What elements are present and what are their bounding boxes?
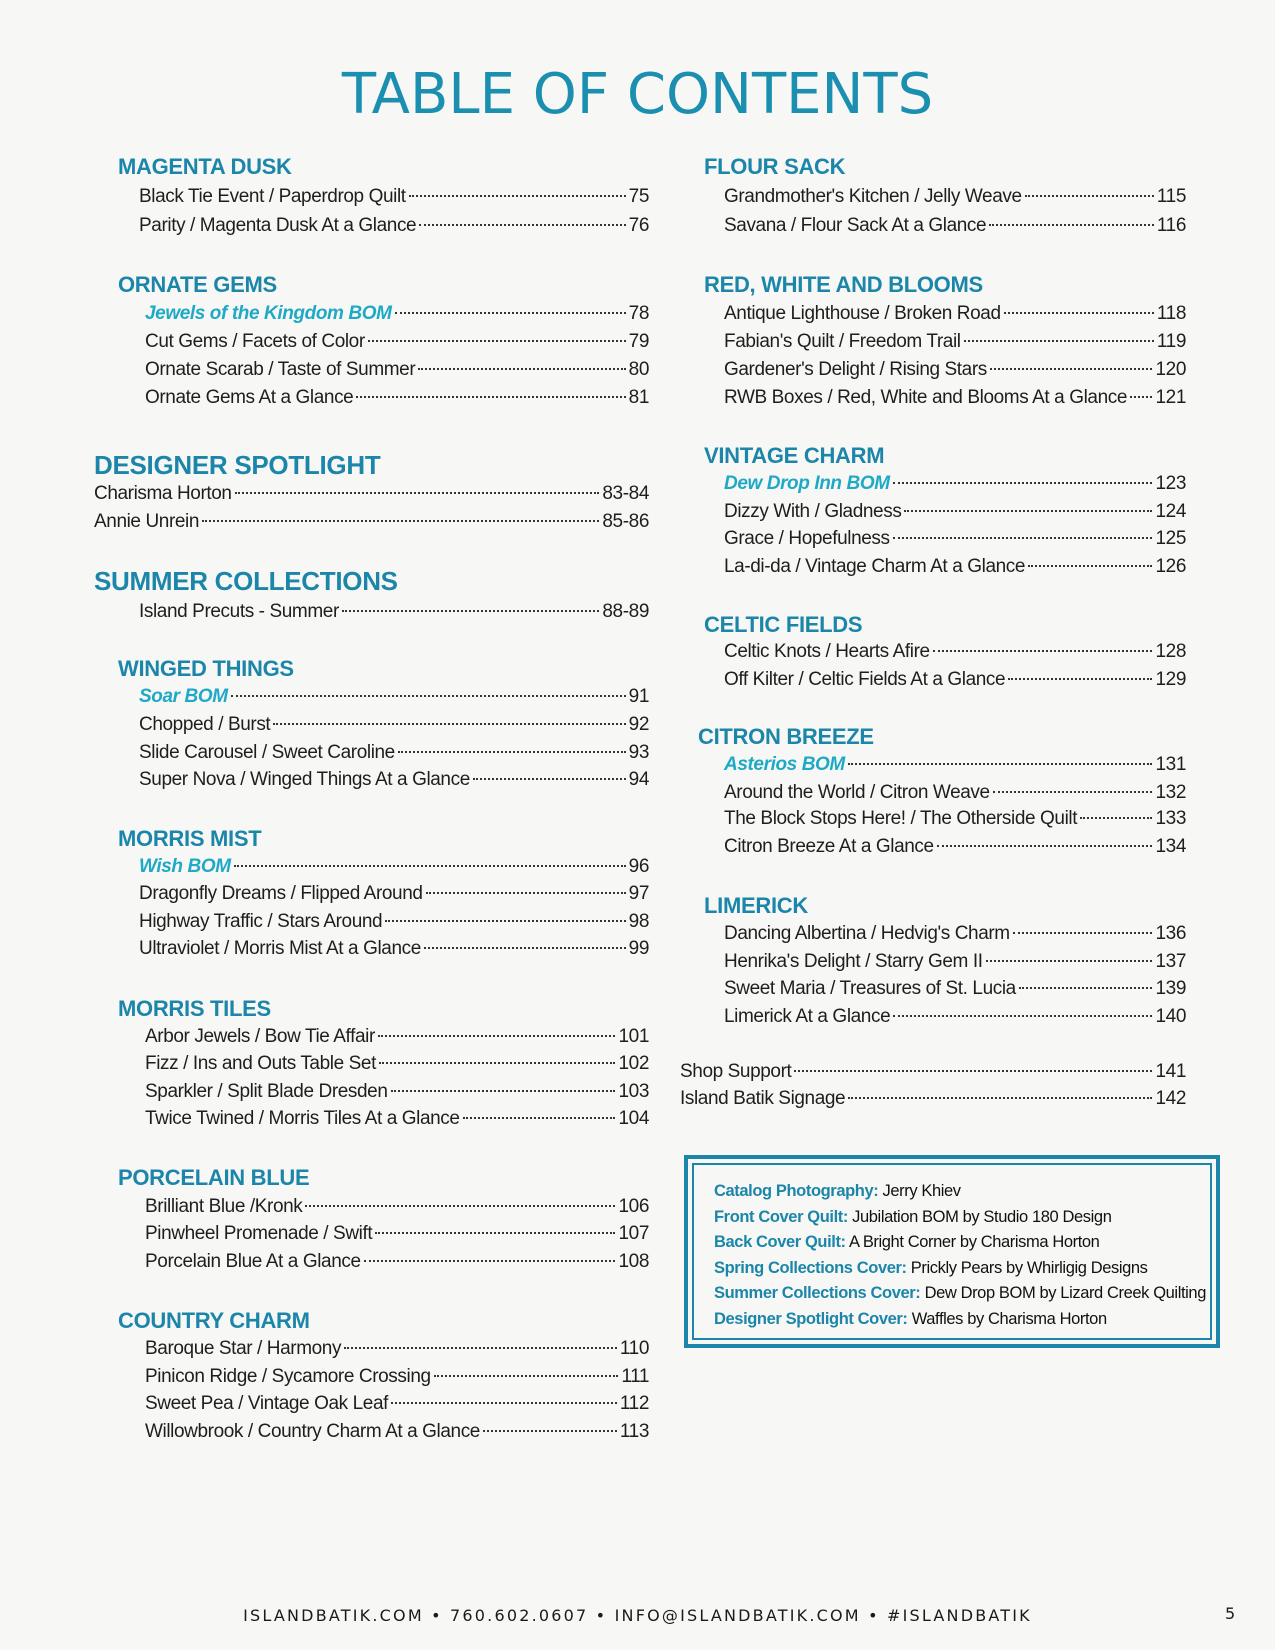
toc-entry[interactable] <box>145 1195 649 1219</box>
entry-page: 78 <box>628 303 649 324</box>
entry-page: 91 <box>628 686 649 707</box>
dot-leader <box>424 947 626 949</box>
entry-title: RWB Boxes / Red, White and Blooms At a Glance <box>724 387 1128 408</box>
toc-entry[interactable] <box>145 1365 649 1389</box>
entry-page: 112 <box>619 1393 649 1414</box>
dot-leader <box>1008 678 1152 680</box>
entry-title: Chopped / Burst <box>139 714 271 735</box>
dot-leader <box>368 340 626 342</box>
entry-title: Dancing Albertina / Hedvig's Charm <box>724 923 1010 944</box>
entry-title: Fizz / Ins and Outs Table Set <box>145 1053 376 1074</box>
entry-page: 98 <box>628 911 649 932</box>
section-heading-ornate-gems: ORNATE GEMS <box>118 272 277 297</box>
dot-leader <box>375 1232 615 1234</box>
section-heading-citron-breeze: CITRON BREEZE <box>698 724 874 749</box>
entry-title: Limerick At a Glance <box>724 1006 891 1027</box>
dot-leader <box>391 1402 617 1404</box>
dot-leader <box>344 1347 617 1349</box>
toc-entry[interactable] <box>139 882 649 906</box>
entry-title: Willowbrook / Country Charm At a Glance <box>145 1421 480 1442</box>
toc-entry[interactable] <box>724 835 1186 859</box>
toc-entry[interactable] <box>724 302 1186 326</box>
credit-line <box>714 1281 1210 1307</box>
entry-page: 108 <box>618 1251 649 1272</box>
toc-entry[interactable] <box>724 330 1186 354</box>
entry-title: La-di-da / Vintage Charm At a Glance <box>724 556 1026 577</box>
dot-leader <box>990 368 1153 370</box>
entry-page: 83-84 <box>602 483 649 504</box>
entry-page: 125 <box>1155 528 1186 549</box>
toc-entry[interactable] <box>139 185 649 209</box>
credit-label: Catalog Photography: <box>714 1182 879 1200</box>
section-heading-limerick: LIMERICK <box>704 893 808 918</box>
toc-entry[interactable] <box>145 386 649 410</box>
entry-page: 126 <box>1155 556 1186 577</box>
entry-page: 134 <box>1155 836 1186 857</box>
entry-title: Charisma Horton <box>94 483 232 504</box>
dot-leader <box>231 695 626 697</box>
entry-page: 140 <box>1155 1006 1186 1027</box>
dot-leader <box>434 1375 619 1377</box>
entry-page: 137 <box>1155 951 1186 972</box>
entry-page: 142 <box>1155 1088 1186 1109</box>
dot-leader <box>463 1117 616 1119</box>
entry-title: Savana / Flour Sack At a Glance <box>724 215 987 236</box>
entry-page: 120 <box>1155 359 1186 380</box>
dot-leader <box>342 610 600 612</box>
entry-title: Ultraviolet / Morris Mist At a Glance <box>139 938 421 959</box>
dot-leader <box>794 1070 1152 1072</box>
toc-entry[interactable] <box>724 807 1186 831</box>
toc-entry[interactable] <box>139 600 649 624</box>
credit-line <box>714 1179 1210 1205</box>
credit-label: Back Cover Quilt: <box>714 1233 846 1251</box>
entry-title: Twice Twined / Morris Tiles At a Glance <box>145 1108 460 1129</box>
entry-page: 106 <box>618 1196 649 1217</box>
entry-page: 133 <box>1155 808 1186 829</box>
entry-page: 92 <box>628 714 649 735</box>
entry-title: Antique Lighthouse / Broken Road <box>724 303 1001 324</box>
section-heading-celtic-fields: CELTIC FIELDS <box>704 612 863 637</box>
entry-title: Parity / Magenta Dusk At a Glance <box>139 215 417 236</box>
section-heading-country-charm: COUNTRY CHARM <box>118 1308 310 1333</box>
entry-title: Island Batik Signage <box>680 1088 846 1109</box>
section-heading-magenta-dusk: MAGENTA DUSK <box>118 154 292 179</box>
toc-entry[interactable] <box>94 510 649 534</box>
dot-leader <box>419 224 625 226</box>
credits-box <box>684 1155 1220 1348</box>
entry-title: Asterios BOM <box>724 754 845 775</box>
dot-leader <box>893 1015 1152 1017</box>
entry-title: Citron Breeze At a Glance <box>724 836 934 857</box>
credit-line <box>714 1307 1210 1333</box>
section-heading-vintage-charm: VINTAGE CHARM <box>704 443 885 468</box>
entry-title: Around the World / Citron Weave <box>724 782 990 803</box>
dot-leader <box>893 537 1153 539</box>
section-heading-winged-things: WINGED THINGS <box>118 656 294 681</box>
toc-entry[interactable] <box>145 1420 649 1444</box>
footer-contact: ISLANDBATIK.COM • 760.602.0607 • INFO@ISLANDBATIK.COM • #ISLANDBATIK <box>243 1606 1032 1625</box>
dot-leader <box>893 482 1153 484</box>
entry-page: 129 <box>1155 669 1186 690</box>
dot-leader <box>379 1062 616 1064</box>
entry-page: 116 <box>1156 215 1186 236</box>
dot-leader <box>426 892 626 894</box>
entry-title: Island Precuts - Summer <box>139 601 339 622</box>
toc-entry[interactable] <box>724 185 1186 209</box>
toc-entry[interactable] <box>724 214 1186 238</box>
toc-entry[interactable] <box>724 472 1186 496</box>
entry-page: 102 <box>618 1053 649 1074</box>
dot-leader <box>305 1205 615 1207</box>
credit-label: Front Cover Quilt: <box>714 1207 848 1226</box>
entry-page: 81 <box>628 387 649 408</box>
toc-entry[interactable] <box>145 1337 649 1361</box>
dot-leader <box>848 763 1153 765</box>
entry-title: Dew Drop Inn BOM <box>724 473 890 494</box>
entry-title: Ornate Scarab / Taste of Summer <box>145 359 416 380</box>
entry-page: 115 <box>1156 186 1186 207</box>
entry-title: Brilliant Blue /Kronk <box>145 1196 303 1217</box>
toc-entry[interactable] <box>139 741 649 765</box>
entry-page: 132 <box>1155 782 1186 803</box>
toc-entry[interactable] <box>145 1250 649 1274</box>
dot-leader <box>1004 312 1154 314</box>
dot-leader <box>378 1035 616 1037</box>
entry-page: 79 <box>628 331 649 352</box>
entry-title: Dizzy With / Gladness <box>724 501 902 522</box>
dot-leader <box>993 791 1153 793</box>
credit-line <box>714 1205 1210 1231</box>
dot-leader <box>986 960 1153 962</box>
toc-entry[interactable] <box>145 1392 649 1416</box>
toc-entry[interactable] <box>724 386 1186 410</box>
toc-entry[interactable] <box>724 950 1186 974</box>
entry-title: Shop Support <box>680 1061 792 1082</box>
entry-page: 80 <box>628 359 649 380</box>
section-heading-porcelain-blue: PORCELAIN BLUE <box>118 1165 310 1190</box>
toc-entry[interactable] <box>724 781 1186 805</box>
entry-title: Celtic Knots / Hearts Afire <box>724 641 930 662</box>
credits-inner-frame <box>692 1163 1212 1340</box>
toc-entry[interactable] <box>724 527 1186 551</box>
entry-title: Highway Traffic / Stars Around <box>139 911 383 932</box>
entry-page: 94 <box>628 769 649 790</box>
entry-page: 97 <box>628 883 649 904</box>
entry-page: 131 <box>1155 754 1186 775</box>
dot-leader <box>385 920 625 922</box>
entry-page: 75 <box>628 186 649 207</box>
toc-entry[interactable] <box>724 1005 1186 1029</box>
entry-title: Black Tie Event / Paperdrop Quilt <box>139 186 406 207</box>
entry-page: 107 <box>618 1223 649 1244</box>
entry-title: Dragonfly Dreams / Flipped Around <box>139 883 423 904</box>
credit-label: Summer Collections Cover: <box>714 1284 921 1302</box>
dot-leader <box>273 723 625 725</box>
entry-page: 124 <box>1155 501 1186 522</box>
entry-page: 119 <box>1156 331 1186 352</box>
toc-entry[interactable] <box>724 753 1186 777</box>
entry-title: Wish BOM <box>139 856 231 877</box>
entry-title: Pinicon Ridge / Sycamore Crossing <box>145 1366 431 1387</box>
entry-page: 139 <box>1155 978 1186 999</box>
toc-entry[interactable] <box>145 1052 649 1076</box>
entry-title: Pinwheel Promenade / Swift <box>145 1223 373 1244</box>
entry-page: 96 <box>628 856 649 877</box>
credit-value: Jubilation BOM by Studio 180 Design <box>852 1207 1112 1226</box>
credit-value: Prickly Pears by Whirligig Designs <box>910 1258 1148 1277</box>
toc-entry[interactable] <box>145 302 649 326</box>
dot-leader <box>234 865 626 867</box>
entry-title: Ornate Gems At a Glance <box>145 387 354 408</box>
dot-leader <box>395 312 626 314</box>
dot-leader <box>409 195 626 197</box>
dot-leader <box>1025 195 1154 197</box>
entry-title: Annie Unrein <box>94 511 200 532</box>
section-heading-designer-spotlight: DESIGNER SPOTLIGHT <box>94 450 381 480</box>
toc-entry[interactable] <box>145 1222 649 1246</box>
dot-leader <box>989 224 1154 226</box>
toc-entry[interactable] <box>724 640 1186 664</box>
dot-leader <box>202 520 599 522</box>
toc-entry[interactable] <box>724 977 1186 1001</box>
entry-page: 121 <box>1155 387 1186 408</box>
toc-entry[interactable] <box>145 330 649 354</box>
entry-title: Grace / Hopefulness <box>724 528 890 549</box>
toc-entry[interactable] <box>724 358 1186 382</box>
entry-page: 110 <box>619 1338 649 1359</box>
entry-page: 99 <box>628 938 649 959</box>
dot-leader <box>1080 817 1152 819</box>
entry-page: 104 <box>618 1108 649 1129</box>
credit-value: A Bright Corner by Charisma Horton <box>848 1233 1100 1251</box>
entry-page: 118 <box>1156 303 1186 324</box>
toc-entry[interactable] <box>724 668 1186 692</box>
dot-leader <box>364 1260 616 1262</box>
dot-leader <box>933 650 1153 652</box>
credit-line <box>714 1230 1210 1256</box>
entry-title: Jewels of the Kingdom BOM <box>145 303 392 324</box>
credit-value: Dew Drop BOM by Lizard Creek Quilting <box>924 1284 1206 1302</box>
entry-page: 88-89 <box>602 601 649 622</box>
entry-title: Baroque Star / Harmony <box>145 1338 342 1359</box>
entry-page: 85-86 <box>602 511 649 532</box>
toc-entry[interactable] <box>680 1060 1186 1084</box>
dot-leader <box>418 368 625 370</box>
entry-title: Cut Gems / Facets of Color <box>145 331 365 352</box>
toc-entry[interactable] <box>139 685 649 709</box>
toc-entry[interactable] <box>139 768 649 792</box>
section-heading-morris-mist: MORRIS MIST <box>118 826 262 851</box>
toc-entry[interactable] <box>139 855 649 879</box>
dot-leader <box>483 1430 617 1432</box>
dot-leader <box>356 396 625 398</box>
entry-title: Soar BOM <box>139 686 228 707</box>
entry-page: 123 <box>1155 473 1186 494</box>
entry-title: Porcelain Blue At a Glance <box>145 1251 361 1272</box>
dot-leader <box>1028 565 1152 567</box>
section-heading-morris-tiles: MORRIS TILES <box>118 996 271 1021</box>
entry-title: Sweet Maria / Treasures of St. Lucia <box>724 978 1016 999</box>
toc-entry[interactable] <box>724 922 1186 946</box>
dot-leader <box>904 510 1152 512</box>
toc-entry[interactable] <box>139 713 649 737</box>
toc-entry[interactable] <box>145 1107 649 1131</box>
dot-leader <box>235 492 600 494</box>
toc-entry[interactable] <box>724 555 1186 579</box>
entry-page: 136 <box>1155 923 1186 944</box>
entry-title: Off Kilter / Celtic Fields At a Glance <box>724 669 1006 690</box>
toc-entry[interactable] <box>680 1087 1186 1111</box>
dot-leader <box>1019 987 1153 989</box>
entry-title: Gardener's Delight / Rising Stars <box>724 359 987 380</box>
dot-leader <box>473 778 626 780</box>
entry-title: The Block Stops Here! / The Otherside Quilt <box>724 808 1078 829</box>
entry-title: Fabian's Quilt / Freedom Trail <box>724 331 961 352</box>
dot-leader <box>391 1090 616 1092</box>
dot-leader <box>848 1097 1152 1099</box>
toc-entry[interactable] <box>145 1025 649 1049</box>
page-title: TABLE OF CONTENTS <box>341 62 934 127</box>
page-number: 5 <box>1225 1604 1236 1623</box>
entry-page: 103 <box>618 1081 649 1102</box>
section-heading-flour-sack: FLOUR SACK <box>704 154 846 179</box>
entry-title: Sparkler / Split Blade Dresden <box>145 1081 388 1102</box>
entry-page: 128 <box>1155 641 1186 662</box>
toc-entry[interactable] <box>94 482 649 506</box>
toc-entry[interactable] <box>724 500 1186 524</box>
entry-title: Super Nova / Winged Things At a Glance <box>139 769 470 790</box>
entry-page: 141 <box>1155 1061 1186 1082</box>
entry-page: 76 <box>628 215 649 236</box>
dot-leader <box>964 340 1154 342</box>
entry-title: Grandmother's Kitchen / Jelly Weave <box>724 186 1022 207</box>
entry-title: Henrika's Delight / Starry Gem II <box>724 951 983 972</box>
entry-page: 111 <box>621 1366 649 1387</box>
credit-label: Designer Spotlight Cover: <box>714 1309 908 1328</box>
toc-entry[interactable] <box>139 214 649 238</box>
entry-page: 101 <box>618 1026 649 1047</box>
credit-value: Waffles by Charisma Horton <box>911 1309 1107 1328</box>
toc-entry[interactable] <box>145 1080 649 1104</box>
entry-title: Sweet Pea / Vintage Oak Leaf <box>145 1393 389 1414</box>
entry-page: 93 <box>628 742 649 763</box>
entry-title: Slide Carousel / Sweet Caroline <box>139 742 395 763</box>
entry-page: 113 <box>619 1421 649 1442</box>
credit-label: Spring Collections Cover: <box>714 1258 907 1277</box>
toc-entry[interactable] <box>139 937 649 961</box>
credit-line <box>714 1256 1210 1282</box>
entry-title: Arbor Jewels / Bow Tie Affair <box>145 1026 375 1047</box>
dot-leader <box>937 845 1153 847</box>
section-heading-summer-collections: SUMMER COLLECTIONS <box>94 566 398 596</box>
section-heading-red-white-blooms: RED, WHITE AND BLOOMS <box>704 272 983 297</box>
toc-entry[interactable] <box>139 910 649 934</box>
credit-value: Jerry Khiev <box>882 1182 961 1200</box>
toc-entry[interactable] <box>145 358 649 382</box>
dot-leader <box>1013 932 1153 934</box>
dot-leader <box>1130 396 1152 398</box>
dot-leader <box>398 751 626 753</box>
